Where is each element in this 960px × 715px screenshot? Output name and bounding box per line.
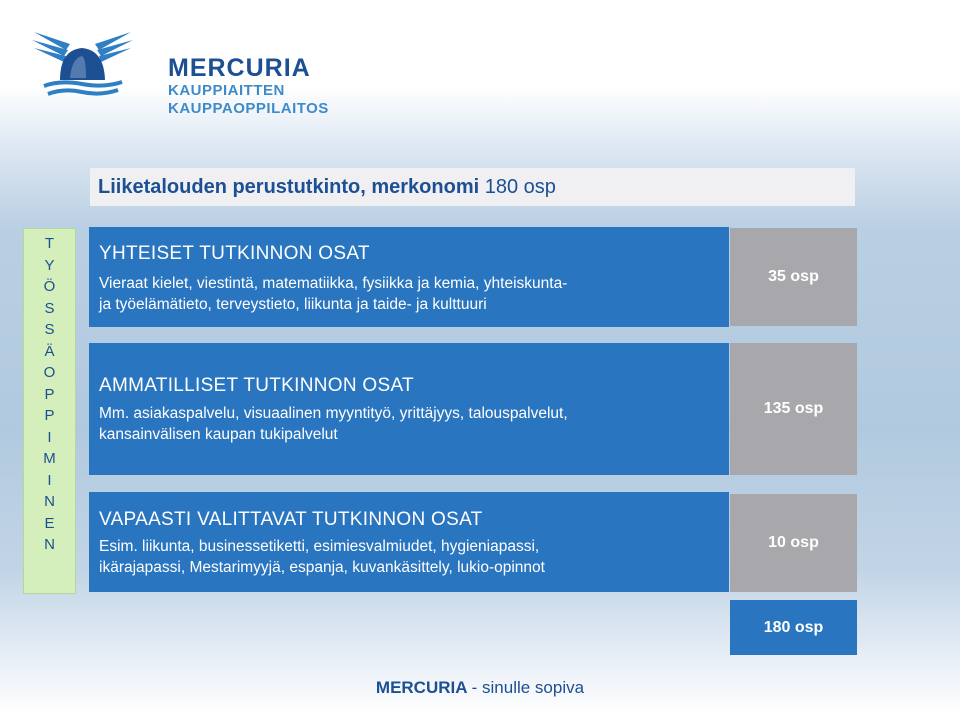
block-description (99, 403, 568, 445)
block-common-units (89, 227, 729, 327)
block-description-line: Vieraat kielet, viestintä, matematiikka, fysiikka ja kemia, yhteiskunta- (99, 275, 568, 292)
page-title-text: Liiketalouden perustutkinto, merkonomi (98, 176, 480, 198)
vertical-letter: S (44, 299, 55, 317)
credits-common: 35 osp (730, 228, 857, 326)
block-description (99, 273, 567, 315)
block-description-line: Esim. liikunta, businessetiketti, esimiesvalmiudet, hygieniapassi, (99, 538, 540, 555)
logo (30, 22, 330, 117)
block-description-line: kansainvälisen kaupan tukipalvelut (99, 426, 338, 443)
block-heading: VAPAASTI VALITTAVAT TUTKINNON OSAT (99, 509, 483, 530)
vertical-letter: N (44, 493, 55, 510)
vertical-letter: P (44, 407, 55, 424)
vertical-letter: I (47, 471, 52, 489)
vertical-letter: P (44, 385, 55, 403)
vertical-letter: T (44, 235, 55, 252)
block-description-line: ikärajapassi, Mestarimyyjä, espanja, kuvankäsittely, lukio-opinnot (99, 559, 545, 576)
vertical-letter: E (44, 514, 55, 532)
vertical-letter: Y (44, 256, 55, 274)
credits-vocational: 135 osp (730, 343, 857, 475)
footer-brand: MERCURIA (375, 678, 467, 697)
credits-total: 180 osp (730, 600, 857, 655)
vertical-letter: S (44, 321, 55, 338)
block-description (99, 536, 545, 578)
block-optional-units (89, 492, 729, 592)
logo-subtitle (168, 82, 329, 118)
credits-optional: 10 osp (730, 494, 857, 592)
page-title-credits: 180 osp (484, 176, 556, 198)
logo-subtitle-line1: KAUPPIAITTEN (168, 82, 285, 99)
page-title (98, 176, 556, 199)
block-heading: YHTEISET TUTKINNON OSAT (99, 243, 370, 264)
logo-subtitle-line2: KAUPPAOPPILAITOS (168, 100, 329, 117)
footer-slogan (0, 678, 960, 698)
vertical-letter: Ö (43, 278, 56, 295)
block-description-line: ja työelämätieto, terveystieto, liikunta ja taide- ja kulttuuri (99, 296, 487, 313)
helmet-logo-icon (30, 22, 135, 102)
page-title-bar (90, 168, 855, 206)
vertical-label-tyossaoppiminen (23, 228, 76, 594)
block-vocational-units (89, 343, 729, 475)
logo-brand: MERCURIA (168, 54, 311, 82)
vertical-letter: I (47, 428, 52, 446)
vertical-letter: O (43, 364, 56, 381)
vertical-letter: M (43, 450, 56, 467)
footer-tagline: - sinulle sopiva (471, 678, 585, 697)
block-description-line: Mm. asiakaspalvelu, visuaalinen myyntityö, yrittäjyys, talouspalvelut, (99, 405, 568, 422)
block-heading: AMMATILLISET TUTKINNON OSAT (99, 375, 414, 396)
vertical-letter: Ä (44, 342, 55, 360)
vertical-letter: N (44, 536, 55, 553)
